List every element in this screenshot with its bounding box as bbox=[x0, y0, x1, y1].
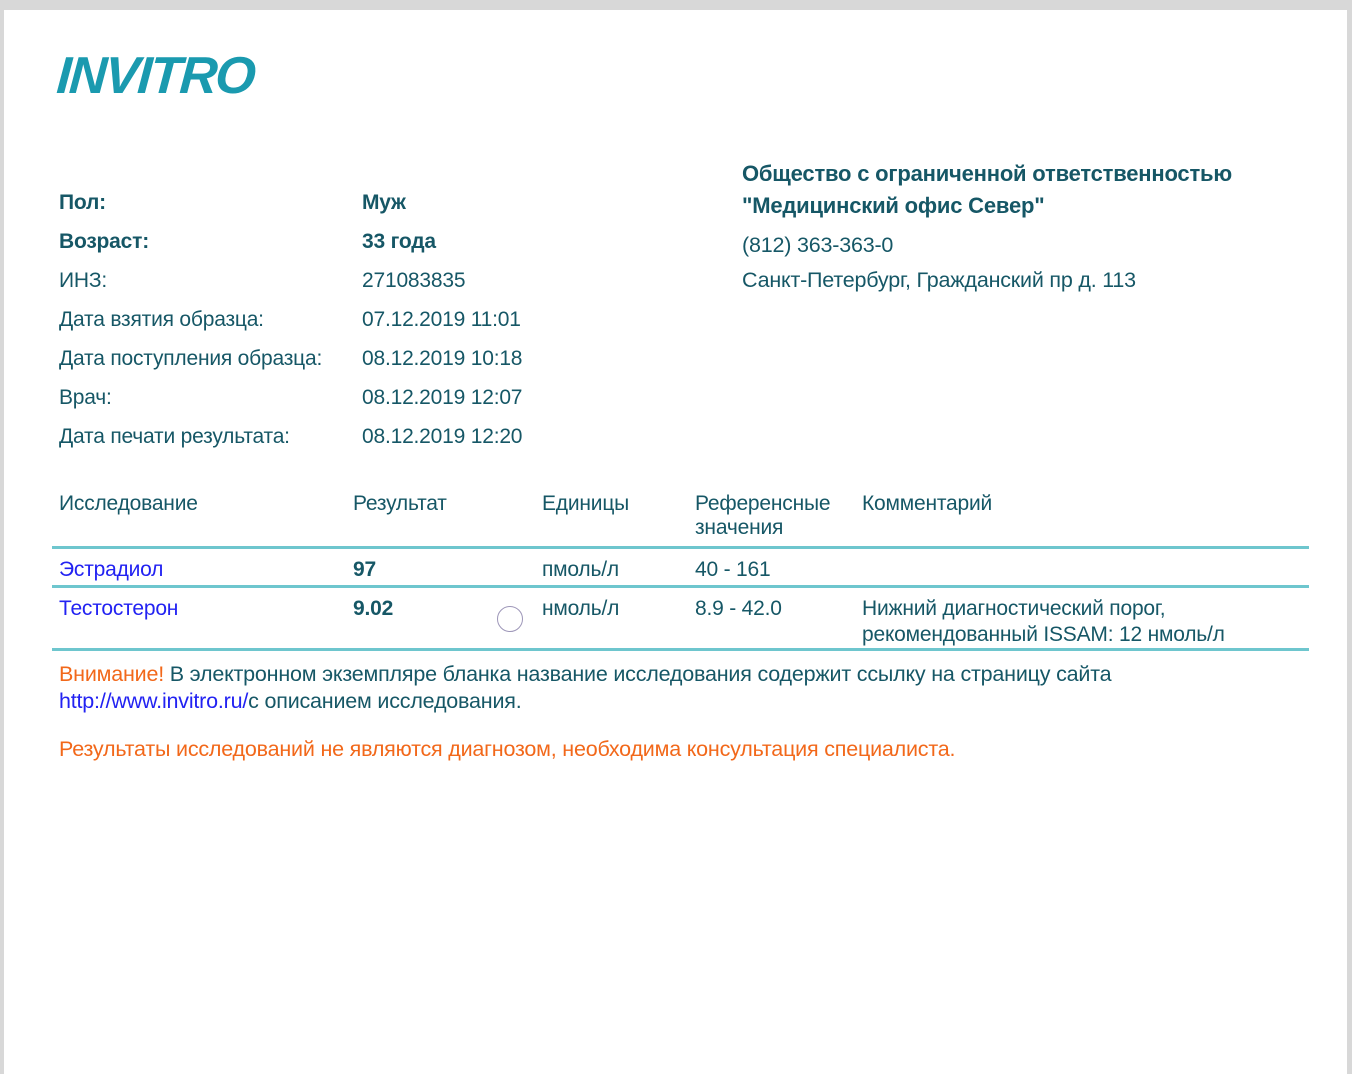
document-page bbox=[4, 10, 1347, 1074]
attention-text: В электронном экземпляре бланка название исследования содержит ссылку на страницу сайта bbox=[163, 662, 1112, 686]
study-name-link[interactable]: Тестостерон bbox=[59, 597, 179, 620]
attention-notice-line1 bbox=[59, 661, 1111, 688]
results-table bbox=[52, 486, 1309, 651]
patient-info-label: Дата поступления образца: bbox=[59, 347, 323, 370]
attention-text-after-link: с описанием исследования. bbox=[248, 689, 522, 713]
patient-info-row bbox=[59, 269, 522, 308]
organization-phone: (812) 363-363-0 bbox=[742, 233, 894, 257]
patient-info-value: 08.12.2019 12:07 bbox=[362, 386, 523, 409]
results-table-header-row bbox=[52, 486, 1309, 549]
attention-notice bbox=[59, 661, 1111, 715]
patient-info-row bbox=[59, 308, 522, 347]
column-header-study: Исследование bbox=[59, 492, 198, 515]
invitro-logo: INVITRO bbox=[54, 47, 256, 105]
organization-info-block bbox=[742, 158, 1310, 298]
disclaimer-notice: Результаты исследований не являются диагнозом, необходима консультация специалиста. bbox=[59, 737, 956, 761]
patient-info-value: 271083835 bbox=[362, 269, 466, 292]
patient-info-value: 07.12.2019 11:01 bbox=[362, 308, 521, 331]
comment-value bbox=[862, 549, 1309, 585]
patient-info-label: ИНЗ: bbox=[59, 269, 107, 292]
attention-notice-line2 bbox=[59, 688, 1111, 715]
attention-label: Внимание! bbox=[59, 662, 164, 686]
patient-info-row bbox=[59, 230, 522, 269]
invitro-url-link[interactable]: http://www.invitro.ru/ bbox=[59, 689, 249, 713]
patient-info-value: 08.12.2019 10:18 bbox=[362, 347, 523, 370]
empty-circle-icon bbox=[497, 606, 523, 632]
patient-info-block bbox=[59, 191, 522, 464]
comment-value: Нижний диагностический порог, рекомендованный ISSAM: 12 нмоль/л bbox=[862, 597, 1225, 646]
patient-info-value: 08.12.2019 12:20 bbox=[362, 425, 523, 448]
units-value: нмоль/л bbox=[542, 597, 620, 620]
patient-info-label: Дата печати результата: bbox=[59, 425, 290, 448]
units-value: пмоль/л bbox=[542, 558, 619, 581]
column-header-units: Единицы bbox=[542, 492, 630, 515]
patient-info-value: 33 года bbox=[362, 230, 436, 253]
patient-info-row bbox=[59, 386, 522, 425]
column-header-reference: Референсные значения bbox=[695, 492, 831, 539]
patient-info-value: Муж bbox=[362, 191, 406, 214]
result-value: 97 bbox=[353, 558, 376, 581]
study-name-link[interactable]: Эстрадиол bbox=[59, 558, 164, 581]
column-header-comment: Комментарий bbox=[862, 492, 993, 515]
patient-info-row bbox=[59, 425, 522, 464]
reference-range-value: 8.9 - 42.0 bbox=[695, 597, 782, 620]
patient-info-label: Возраст: bbox=[59, 230, 150, 253]
result-value: 9.02 bbox=[353, 597, 394, 620]
patient-info-label: Дата взятия образца: bbox=[59, 308, 264, 331]
column-header-result: Результат bbox=[353, 492, 447, 515]
patient-info-label: Пол: bbox=[59, 191, 106, 214]
organization-address: Санкт-Петербург, Гражданский пр д. 113 bbox=[742, 268, 1136, 292]
patient-info-label: Врач: bbox=[59, 386, 112, 409]
table-row bbox=[52, 588, 1309, 651]
reference-range-value: 40 - 161 bbox=[695, 558, 771, 581]
patient-info-row bbox=[59, 191, 522, 230]
patient-info-row bbox=[59, 347, 522, 386]
organization-name: Общество с ограниченной ответственностью "Медицинский офис Север" bbox=[742, 161, 1232, 218]
table-row bbox=[52, 549, 1309, 588]
